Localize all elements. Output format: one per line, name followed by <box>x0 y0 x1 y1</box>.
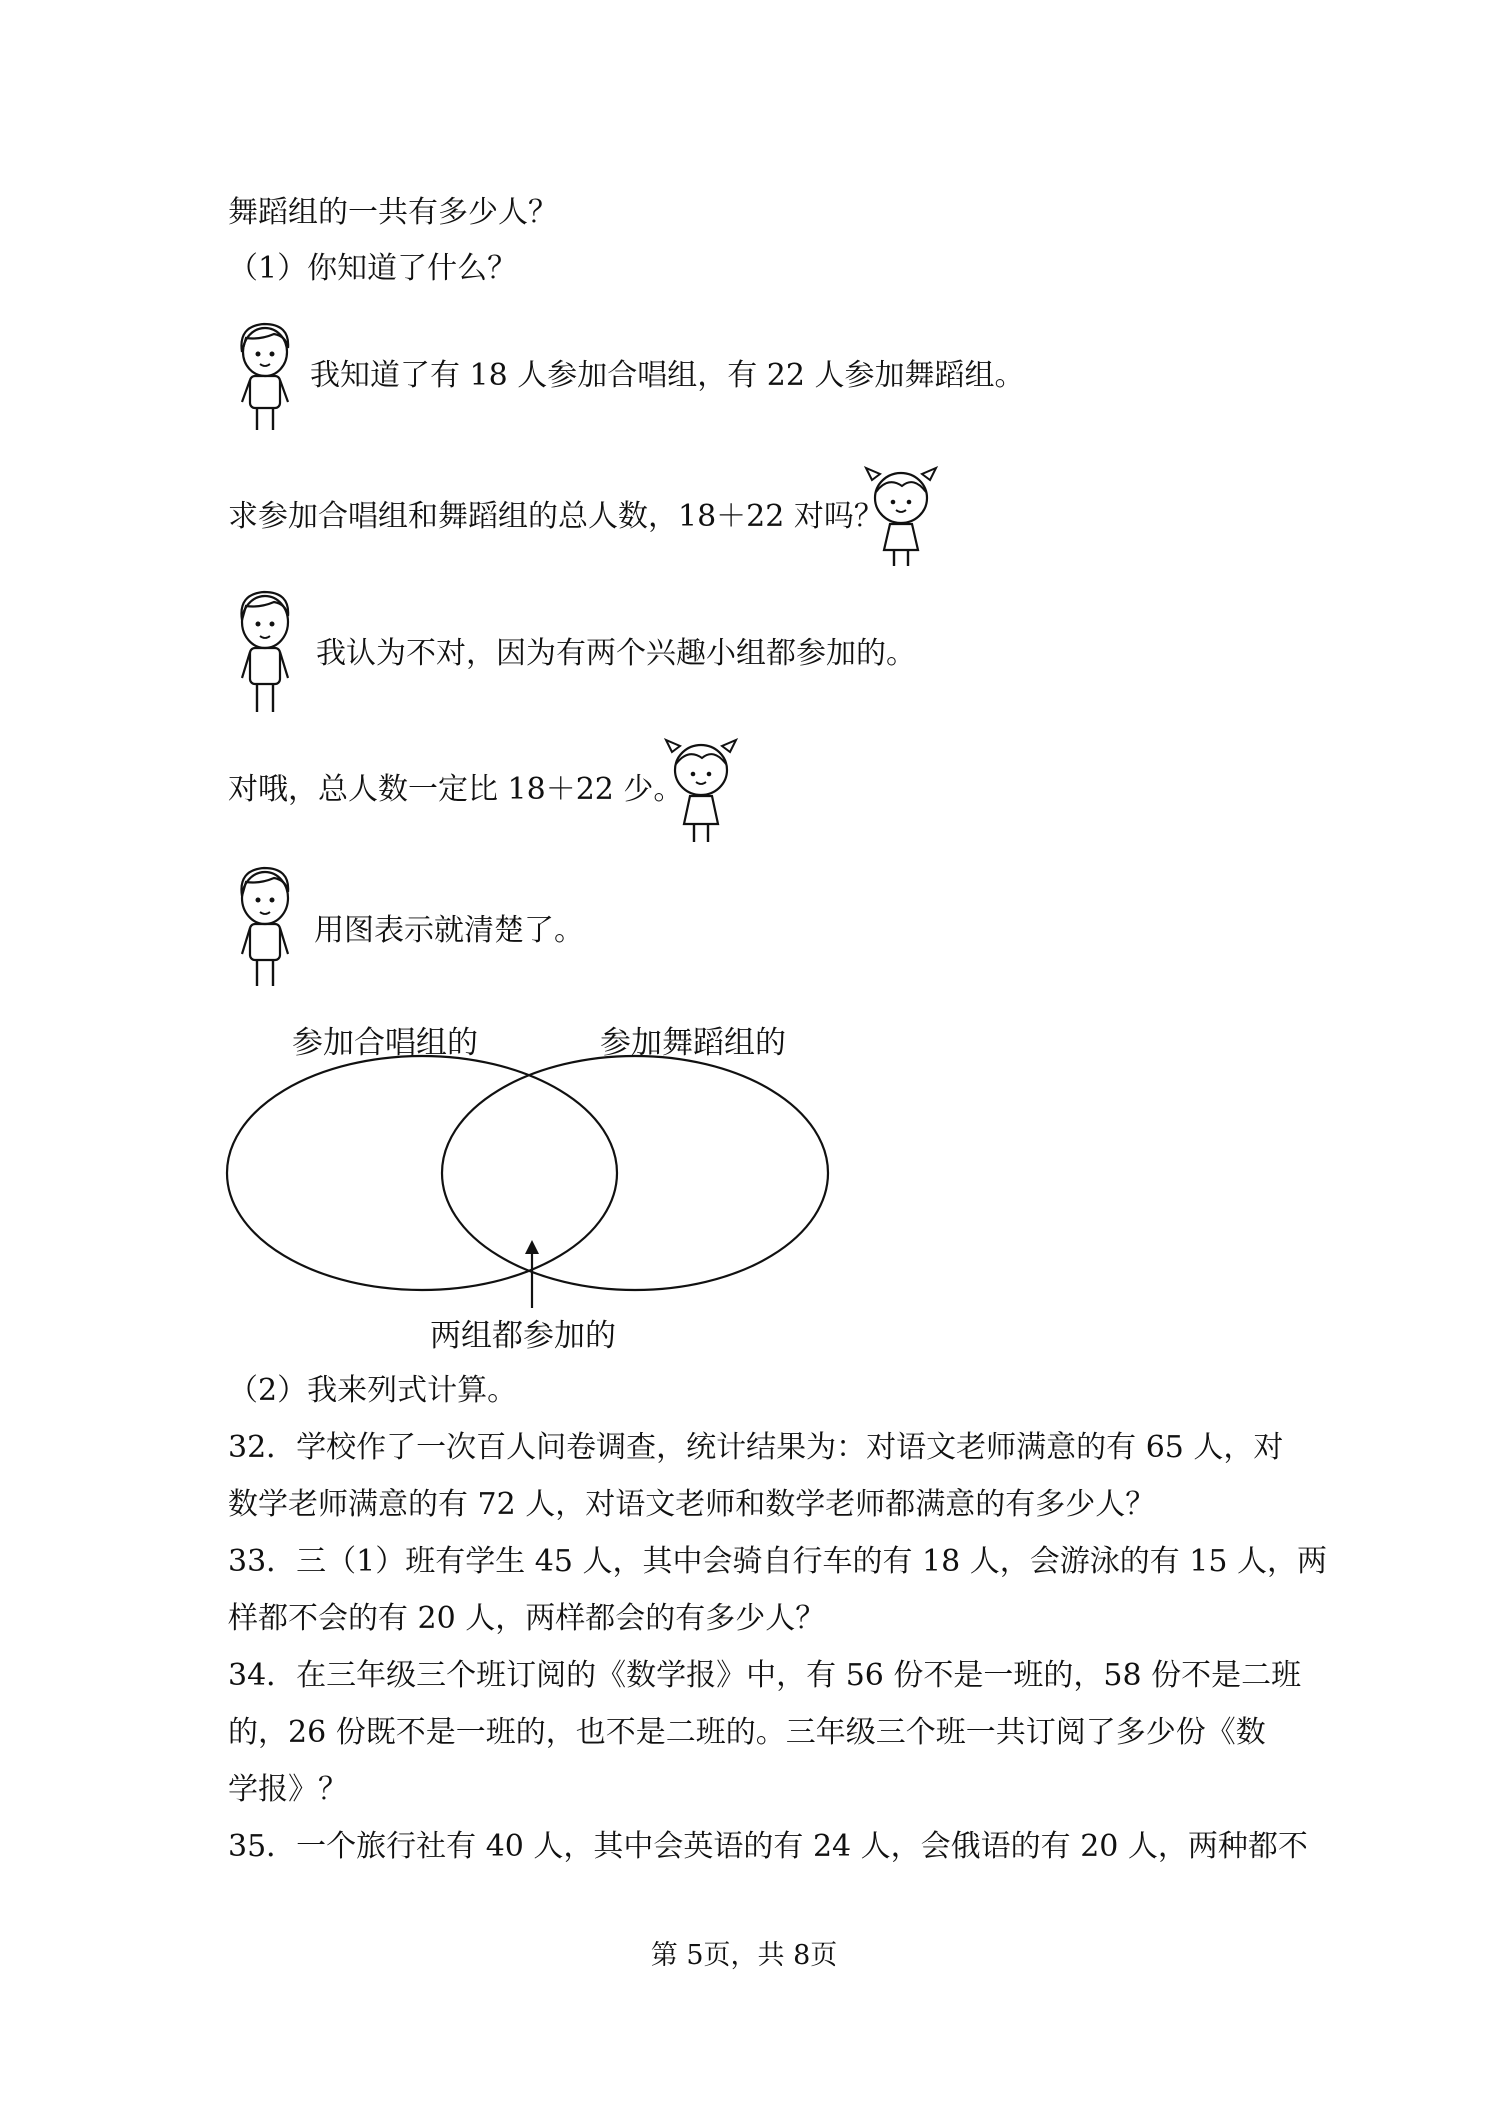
sub-question-2: （2）我来列式计算。 <box>228 1373 518 1408</box>
boy-icon <box>230 586 300 716</box>
question-34-line-3: 学报》？ <box>228 1772 348 1807</box>
question-35-line-1: 35．一个旅行社有 40 人，其中会英语的有 24 人，会俄语的有 20 人，两种都不 <box>228 1829 1308 1864</box>
girl-speech-1: 求参加合唱组和舞蹈组的总人数，18＋22 对吗？ <box>228 499 884 534</box>
question-34-line-2: 的，26 份既不是一班的，也不是二班的。三年级三个班一共订阅了多少份《数 <box>228 1715 1266 1750</box>
boy-speech-3: 用图表示就清楚了。 <box>314 913 584 948</box>
venn-left-label: 参加合唱组的 <box>292 1025 478 1061</box>
question-34-line-1: 34．在三年级三个班订阅的《数学报》中，有 56 份不是一班的，58 份不是二班 <box>228 1658 1302 1693</box>
sub-question-1: （1）你知道了什么？ <box>228 251 518 286</box>
venn-left-ellipse <box>227 1056 617 1290</box>
venn-arrow-head <box>525 1240 539 1254</box>
venn-right-label: 参加舞蹈组的 <box>600 1025 786 1061</box>
page-number-footer: 第 5页，共 8页 <box>650 1940 838 1971</box>
question-33-line-2: 样都不会的有 20 人，两样都会的有多少人？ <box>228 1601 826 1636</box>
boy-icon <box>230 862 300 990</box>
question-32-line-1: 32．学校作了一次百人问卷调查，统计结果为：对语文老师满意的有 65 人，对 <box>228 1430 1284 1465</box>
venn-diagram <box>220 1050 860 1310</box>
question-continuation: 舞蹈组的一共有多少人？ <box>228 195 558 230</box>
venn-bottom-label: 两组都参加的 <box>430 1318 616 1354</box>
girl-speech-2: 对哦，总人数一定比 18＋22 少。 <box>228 772 684 807</box>
girl-icon <box>662 734 740 846</box>
question-33-line-1: 33．三（1）班有学生 45 人，其中会骑自行车的有 18 人，会游泳的有 15 人，两 <box>228 1544 1327 1579</box>
boy-icon <box>230 318 300 434</box>
question-32-line-2: 数学老师满意的有 72 人，对语文老师和数学老师都满意的有多少人？ <box>228 1487 1156 1522</box>
girl-icon <box>862 462 940 570</box>
venn-right-ellipse <box>442 1056 828 1290</box>
boy-speech-1: 我知道了有 18 人参加合唱组，有 22 人参加舞蹈组。 <box>310 358 1025 393</box>
boy-speech-2: 我认为不对，因为有两个兴趣小组都参加的。 <box>316 636 916 671</box>
